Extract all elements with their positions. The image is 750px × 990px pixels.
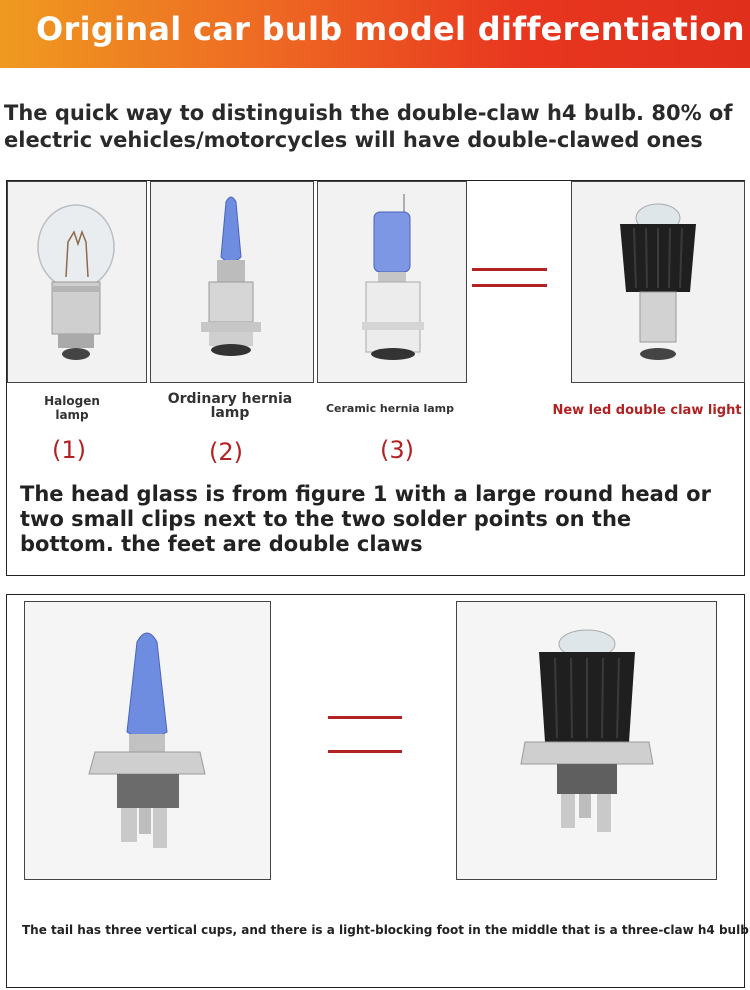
equals-sign-bottom-2 — [328, 750, 402, 753]
three-claw-h4-led-photo — [456, 601, 717, 880]
page-title: Original car bulb model differentiation — [36, 10, 745, 48]
led-double-claw-photo — [571, 181, 745, 383]
caption-led-double-claw: New led double claw light — [552, 403, 742, 418]
figure-number-1: (1) — [52, 436, 86, 464]
figure-number-3: (3) — [380, 436, 414, 464]
figure-number-2: (2) — [209, 438, 243, 466]
halogen-lamp-photo — [7, 181, 147, 383]
caption-ordinary-hernia-lamp: Ordinary hernia lamp — [167, 391, 293, 421]
double-claw-note: The head glass is from figure 1 with a large round head or two small clips next to the two solder points on the bottom. the feet are double claws — [20, 482, 711, 556]
caption-ceramic-hernia-lamp: Ceramic hernia lamp — [325, 402, 455, 415]
ceramic-hernia-lamp-photo — [317, 181, 467, 383]
ordinary-hernia-lamp-photo — [150, 181, 314, 383]
caption-halogen-lamp: Halogen lamp — [44, 394, 100, 422]
equals-sign-top-2 — [328, 716, 402, 719]
equals-sign-bottom — [472, 284, 547, 287]
equals-sign-top — [472, 268, 547, 271]
header-banner — [0, 0, 750, 68]
three-claw-h4-xenon-photo — [24, 601, 271, 880]
three-claw-note: The tail has three vertical cups, and there is a light-blocking foot in the middle that is a three-claw h4 bulb — [22, 923, 749, 937]
intro-text: The quick way to distinguish the double-claw h4 bulb. 80% of electric vehicles/motorcycles will have double-clawed ones — [4, 101, 733, 152]
